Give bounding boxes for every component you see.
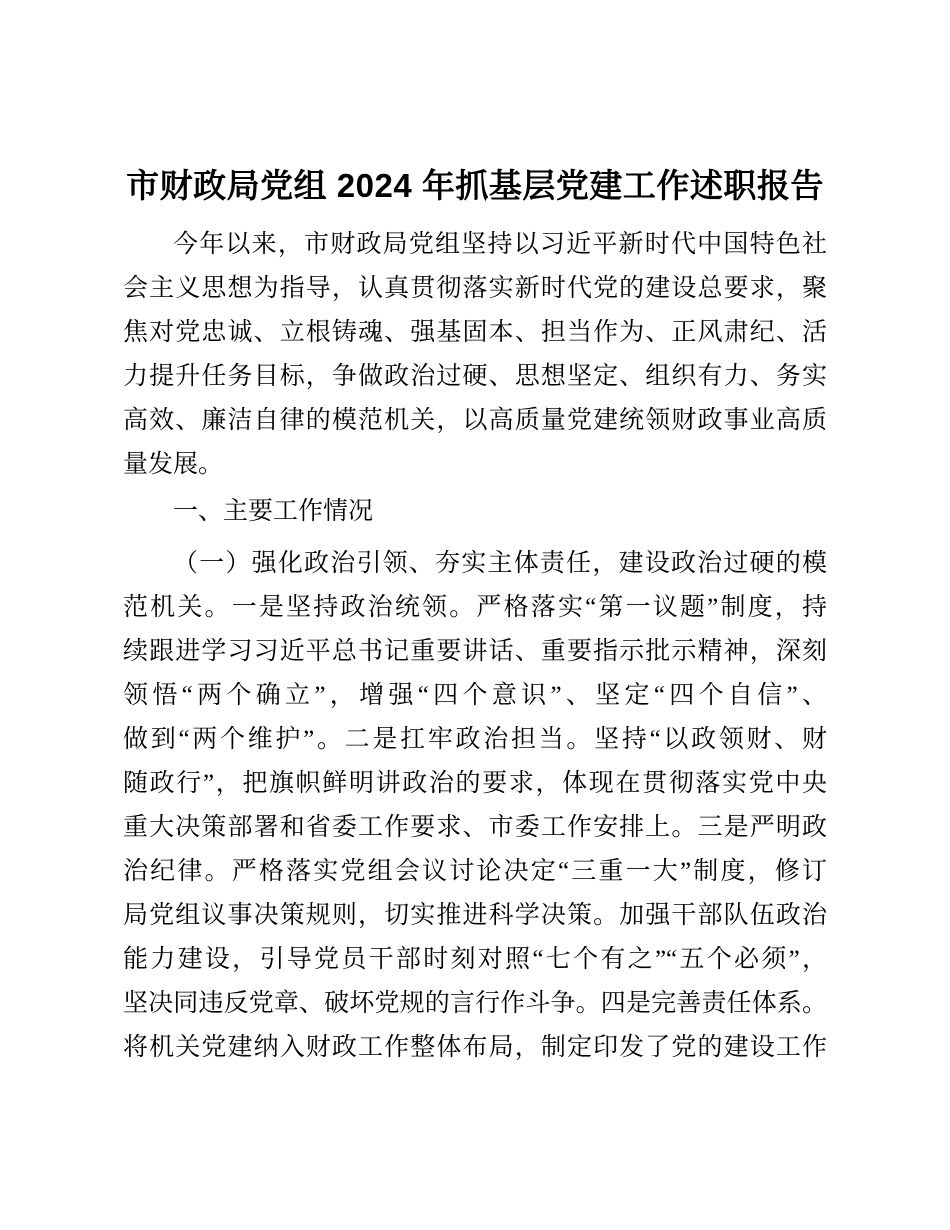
paragraph-section1 xyxy=(123,542,827,1070)
text-line: 治纪律。严格落实党组会议讨论决定“三重一大”制度，修订 xyxy=(123,858,827,885)
document-title: 市财政局党组 2024 年抓基层党建工作述职报告 xyxy=(126,167,824,204)
text-line: 能力建设，引导党员干部时刻对照“七个有之”“五个必须”， xyxy=(123,946,827,973)
text-line: 领悟“两个确立”，增强“四个意识”、坚定“四个自信”、 xyxy=(123,682,827,709)
paragraph-intro xyxy=(123,223,827,487)
section-heading-1: 一、主要工作情况 xyxy=(173,498,374,525)
text-line: 焦对党忠诚、立根铸魂、强基固本、担当作为、正风肃纪、活 xyxy=(123,319,827,346)
text-line: 量发展。 xyxy=(123,451,224,478)
text-line: 局党组议事决策规则，切实推进科学决策。加强干部队伍政治 xyxy=(123,902,827,929)
text-line: 力提升任务目标，争做政治过硬、思想坚定、组织有力、务实 xyxy=(123,363,827,390)
text-line: 续跟进学习习近平总书记重要讲话、重要指示批示精神，深刻 xyxy=(123,638,827,665)
text-line: 将机关党建纳入财政工作整体布局，制定印发了党的建设工作 xyxy=(123,1034,827,1061)
text-line: 会主义思想为指导，认真贯彻落实新时代党的建设总要求，聚 xyxy=(123,275,827,302)
document-content xyxy=(123,0,827,1070)
text-line: 重大决策部署和省委工作要求、市委工作安排上。三是严明政 xyxy=(123,814,827,841)
text-line: 坚决同违反党章、破坏党规的言行作斗争。四是完善责任体系。 xyxy=(123,990,827,1017)
text-line: （一）强化政治引领、夯实主体责任，建设政治过硬的模 xyxy=(173,550,827,577)
text-line: 范机关。一是坚持政治统领。严格落实“第一议题”制度，持 xyxy=(123,594,827,621)
text-line: 高效、廉洁自律的模范机关，以高质量党建统领财政事业高质 xyxy=(123,407,827,434)
text-line: 今年以来，市财政局党组坚持以习近平新时代中国特色社 xyxy=(173,231,827,258)
text-line: 随政行”，把旗帜鲜明讲政治的要求，体现在贯彻落实党中央 xyxy=(123,770,827,797)
text-line: 做到“两个维护”。二是扛牢政治担当。坚持“以政领财、财 xyxy=(123,726,827,753)
